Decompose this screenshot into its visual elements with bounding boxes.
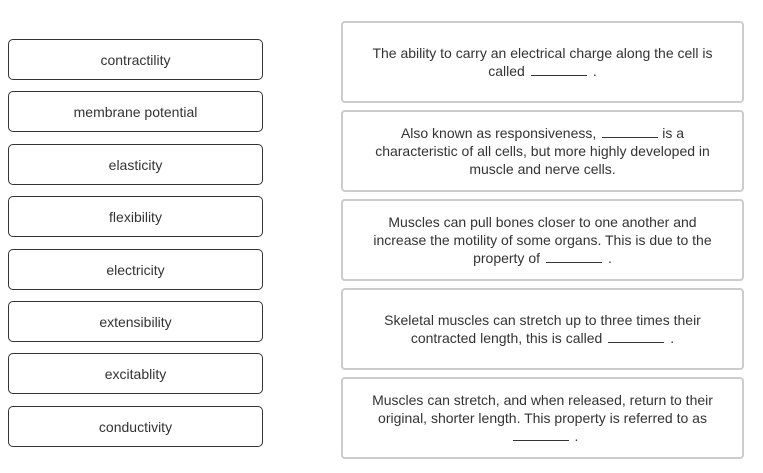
question-prefix: Muscles can pull bones closer to one another and increase the motility of some organs. This is due to the property of bbox=[373, 214, 712, 266]
choice-extensibility[interactable] bbox=[8, 301, 263, 342]
choice-label: elasticity bbox=[108, 156, 163, 173]
question-prefix: Muscles can stretch, and when released, return to their original, shorter length. This property is referred to as bbox=[372, 392, 713, 426]
choice-membrane-potential[interactable] bbox=[8, 91, 263, 132]
choice-label: excitablity bbox=[104, 365, 167, 382]
choice-excitablity[interactable] bbox=[8, 353, 263, 394]
answer-blank[interactable] bbox=[546, 250, 602, 263]
answer-blank[interactable] bbox=[602, 125, 658, 138]
choice-flexibility[interactable] bbox=[8, 196, 263, 237]
answer-blank[interactable] bbox=[513, 428, 569, 441]
question-text bbox=[343, 44, 742, 80]
question-text bbox=[343, 391, 742, 445]
question-text bbox=[343, 124, 742, 178]
choice-electricity[interactable] bbox=[8, 249, 263, 290]
question-text bbox=[343, 311, 742, 347]
choice-conductivity[interactable] bbox=[8, 406, 263, 447]
choice-label: conductivity bbox=[98, 418, 173, 435]
question-suffix: . bbox=[574, 428, 579, 444]
drop-target-conductivity-question[interactable] bbox=[341, 21, 744, 103]
question-suffix: . bbox=[592, 63, 597, 79]
question-prefix: Skeletal muscles can stretch up to three times their contracted length, this is called bbox=[384, 312, 701, 346]
answer-blank[interactable] bbox=[608, 330, 664, 343]
drop-target-extensibility-question[interactable] bbox=[341, 288, 744, 370]
question-suffix: . bbox=[670, 330, 675, 346]
drop-target-contractility-question[interactable] bbox=[341, 199, 744, 281]
answer-blank[interactable] bbox=[531, 63, 587, 76]
question-prefix: Also known as responsiveness, bbox=[400, 125, 597, 141]
choice-label: membrane potential bbox=[73, 103, 198, 120]
choice-label: contractility bbox=[100, 51, 171, 68]
question-prefix: The ability to carry an electrical charge along the cell is called bbox=[372, 45, 713, 79]
choice-contractility[interactable] bbox=[8, 39, 263, 80]
drop-target-excitability-question[interactable] bbox=[341, 110, 744, 192]
question-text bbox=[343, 213, 742, 267]
choice-elasticity[interactable] bbox=[8, 144, 263, 185]
question-suffix: . bbox=[608, 250, 612, 266]
question-suffix: is a characteristic of all cells, but more highly developed in muscle and nerve cells. bbox=[375, 125, 710, 177]
choice-label: extensibility bbox=[99, 313, 172, 330]
choice-label: electricity bbox=[106, 261, 165, 278]
choice-label: flexibility bbox=[109, 208, 162, 225]
drop-target-elasticity-question[interactable] bbox=[341, 377, 744, 459]
